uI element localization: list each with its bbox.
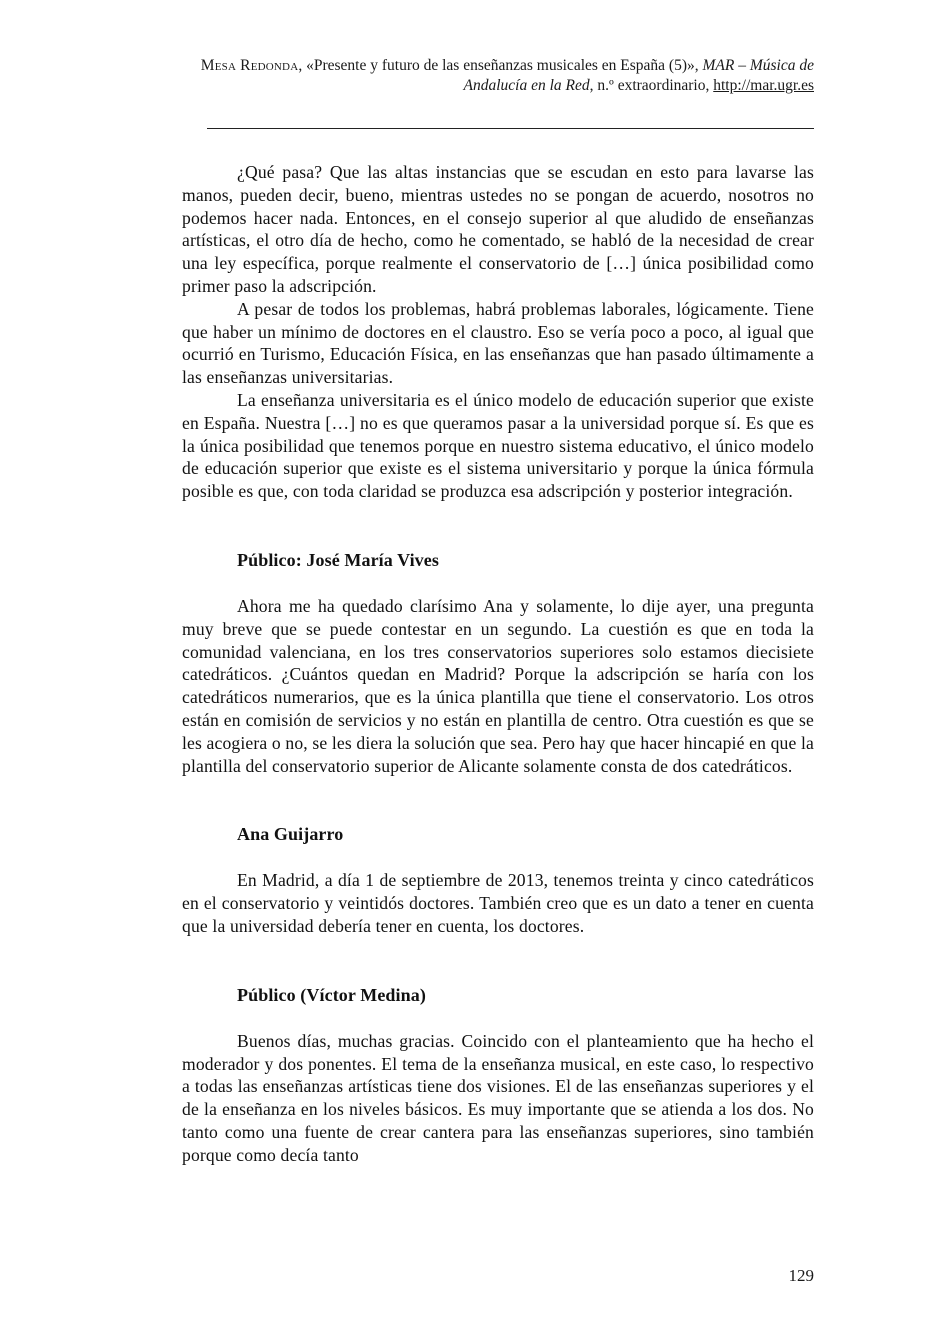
paragraph: La enseñanza universitaria es el único modelo de educación superior que existe en España. Nuestra […] no es que queramos pasar a la universidad porque sí. Es que es la única posibilidad que tenemos porque en nuestro sistema educativo, el único modelo de educación superior que existe es el sistema universitario y porque la única fórmula posible es que, con toda claridad se produzca esa adscripción y posterior integración.	[182, 389, 814, 502]
paragraph: ¿Qué pasa? Que las altas instancias que se escudan en esto para lavarse las manos, pueden decir, bueno, mientras ustedes no se pongan de acuerdo, nosotros no podemos hacer nada. Entonces, en el consejo superior al que aludido de enseñanzas artísticas, el otro día de hecho, como he comentado, se habló de la necesidad de crear una ley específica, porque realmente el conservatorio de […] única posibilidad como primer paso la adscripción.	[182, 162, 814, 296]
paragraph: A pesar de todos los problemas, habrá problemas laborales, lógicamente. Tiene que haber un mínimo de doctores en el claustro. Eso se vería poco a poco, al igual que ocurrió en Turismo, Educación Física, en las enseñanzas que han pasado últimamente a las enseñanzas universitarias.	[182, 298, 814, 388]
paragraph: En Madrid, a día 1 de septiembre de 2013, tenemos treinta y cinco catedráticos en el conservatorio y veintidós doctores. También creo que es un dato a tener en cuenta que la universidad debería tener en cuenta, los doctores.	[182, 870, 814, 936]
section-heading: Público: José María Vives	[237, 549, 439, 570]
section-ana-guijarro	[182, 822, 814, 937]
header-issue: , n.º extraordinario,	[589, 77, 714, 94]
page-number: 129	[788, 1266, 814, 1285]
paragraph: Ahora me ha quedado clarísimo Ana y solamente, lo dije ayer, una pregunta muy breve que se puede contestar en un segundo. La cuestión es que en toda la comunidad valenciana, en los tres conservatorios superiores solo estamos diecisiete catedráticos. ¿Cuántos quedan en Madrid? Porque la adscripción se haría con los catedráticos numerarios, que es la única plantilla que tiene el conservatorio. Los otros están en comisión de servicios y no están en plantilla de centro. Otra cuestión es que se les acogiera o no, se les diera la solución que sea. Pero hay que hacer hincapié en que la plantilla del conservatorio superior de Alicante solamente consta de dos catedráticos.	[182, 595, 814, 776]
section-heading: Público (Víctor Medina)	[237, 984, 426, 1005]
header-journal-name: MAR – Música de Andalucía en la Red	[463, 57, 814, 94]
header-link[interactable]: http://mar.ugr.es	[713, 77, 814, 94]
page-body	[182, 161, 814, 1167]
header-title: , «Presente y futuro de las enseñanzas musicales en España (5)»,	[298, 57, 703, 74]
section-heading: Ana Guijarro	[237, 824, 344, 845]
paragraph: Buenos días, muchas gracias. Coincido con el planteamiento que ha hecho el moderador y dos ponentes. El tema de la enseñanza musical, en este caso, lo respectivo a todas las enseñanzas artísticas tiene dos visiones. El de las enseñanzas superiores y el de la enseñanza en los niveles básicos. Es muy importante que se atienda a los dos. No tanto como una fuente de crear cantera para las enseñanzas superiores, sino también porque como decía tanto	[182, 1030, 814, 1165]
header-divider	[207, 128, 814, 129]
running-header	[182, 56, 814, 96]
section-victor-medina	[182, 983, 814, 1167]
header-author: Mesa Redonda	[200, 57, 299, 74]
section-jose-maria-vives	[182, 548, 814, 777]
section-intro	[182, 161, 814, 503]
